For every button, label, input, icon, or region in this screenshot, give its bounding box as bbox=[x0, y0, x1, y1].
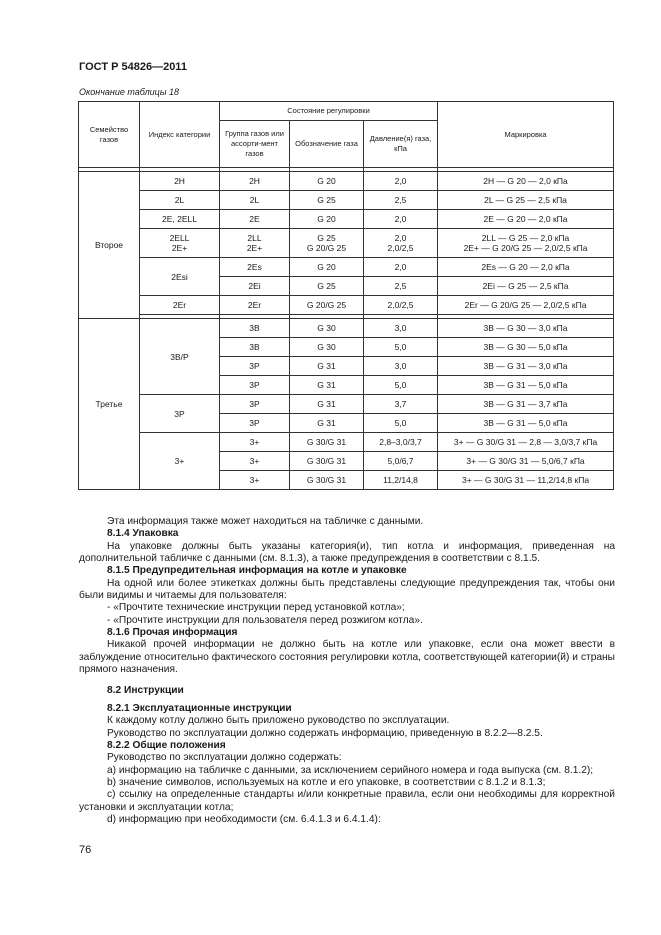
list-item: d) информацию при необходимости (см. 6.4.1.3 и 6.4.1.4): bbox=[107, 813, 381, 825]
pressure-cell: 2,0/2,5 bbox=[364, 296, 438, 315]
section-heading-8-2-2: 8.2.2 Общие положения bbox=[107, 739, 226, 751]
marking-cell: 3B — G 31 — 3,0 кПа bbox=[438, 357, 614, 376]
section-heading-8-2: 8.2 Инструкции bbox=[107, 685, 184, 697]
gas-designation-cell: G 30 bbox=[290, 338, 364, 357]
gas-group-cell: 3+ bbox=[220, 471, 290, 490]
header-marking: Маркировка bbox=[438, 102, 614, 168]
marking-cell: 2E — G 20 — 2,0 кПа bbox=[438, 210, 614, 229]
pressure-cell: 2,0 bbox=[364, 210, 438, 229]
gas-designation-cell: G 20/G 25 bbox=[290, 296, 364, 315]
paragraph-plate-info: Эта информация также может находиться на табличке с данными. bbox=[107, 516, 424, 527]
gas-group-cell: 3P bbox=[220, 395, 290, 414]
list-item: - «Прочтите технические инструкции перед установкой котла»; bbox=[107, 602, 405, 614]
category-cell: 3P bbox=[140, 395, 220, 433]
table-row bbox=[79, 433, 614, 452]
gas-designation-cell: G 25 G 20/G 25 bbox=[290, 229, 364, 258]
list-item: - «Прочтите инструкции для пользователя перед розжигом котла». bbox=[107, 614, 423, 626]
category-cell: 3B/P bbox=[140, 319, 220, 395]
category-cell: 2Er bbox=[140, 296, 220, 315]
list-item: a) информацию на табличке с данными, за исключением серийного номера и года выпуска (см. 8.1.2); bbox=[107, 764, 594, 776]
gas-designation-cell: G 30/G 31 bbox=[290, 452, 364, 471]
category-cell: 2H bbox=[140, 172, 220, 191]
family-cell: Третье bbox=[79, 319, 140, 490]
gas-group-cell: 3B bbox=[220, 319, 290, 338]
pressure-cell: 2,0 2,0/2,5 bbox=[364, 229, 438, 258]
gas-designation-cell: G 31 bbox=[290, 395, 364, 414]
pressure-cell: 3,7 bbox=[364, 395, 438, 414]
marking-cell: 2H — G 20 — 2,0 кПа bbox=[438, 172, 614, 191]
section-heading-8-2-1: 8.2.1 Эксплуатационные инструкции bbox=[107, 702, 292, 714]
gas-group-cell: 3+ bbox=[220, 433, 290, 452]
marking-cell: 3+ — G 30/G 31 — 2,8 — 3,0/3,7 кПа bbox=[438, 433, 614, 452]
table-row bbox=[79, 296, 614, 315]
table-row bbox=[79, 258, 614, 277]
gas-group-cell: 3P bbox=[220, 414, 290, 433]
category-cell: 2L bbox=[140, 191, 220, 210]
gas-group-cell: 2Er bbox=[220, 296, 290, 315]
paragraph-warnings: На одной или более этикетках должны быть представлены следующие предупреждения так, чтобы они были видимы и читаемы для пользователя: bbox=[79, 577, 615, 602]
marking-cell: 2Es — G 20 — 2,0 кПа bbox=[438, 258, 614, 277]
pressure-cell: 3,0 bbox=[364, 357, 438, 376]
gas-group-cell: 2E bbox=[220, 210, 290, 229]
table-row bbox=[79, 172, 614, 191]
gas-category-table bbox=[78, 101, 614, 490]
marking-cell: 2Er — G 20/G 25 — 2,0/2,5 кПа bbox=[438, 296, 614, 315]
category-cell: 2Esi bbox=[140, 258, 220, 296]
category-cell: 2ELL 2E+ bbox=[140, 229, 220, 258]
gas-group-cell: 3P bbox=[220, 376, 290, 395]
pressure-cell: 2,0 bbox=[364, 258, 438, 277]
table-row bbox=[79, 229, 614, 258]
paragraph-packaging: На упаковке должны быть указаны категория(и), тип котла и информация, приведенная на дополнительной табличке с данными (см. 8.1.3), а также предупреждения в соответствии с 8.1.5. bbox=[79, 540, 615, 565]
gas-designation-cell: G 30/G 31 bbox=[290, 433, 364, 452]
gas-group-cell: 3B bbox=[220, 338, 290, 357]
gas-designation-cell: G 20 bbox=[290, 210, 364, 229]
paragraph-manual-contents: Руководство по эксплуатации должно содержать информацию, приведенную в 8.2.2—8.2.5. bbox=[107, 727, 543, 739]
body-text bbox=[79, 516, 615, 826]
gas-group-cell: 3P bbox=[220, 357, 290, 376]
gas-group-cell: 2H bbox=[220, 172, 290, 191]
gas-group-cell: 2L bbox=[220, 191, 290, 210]
gas-designation-cell: G 25 bbox=[290, 191, 364, 210]
gas-designation-cell: G 31 bbox=[290, 376, 364, 395]
table-row bbox=[79, 210, 614, 229]
table-row bbox=[79, 319, 614, 338]
header-pressure: Давление(я) газа, кПа bbox=[364, 121, 438, 168]
table-caption: Окончание таблицы 18 bbox=[79, 87, 179, 97]
paragraph-manual-required: К каждому котлу должно быть приложено руководство по эксплуатации. bbox=[107, 715, 450, 727]
table-row bbox=[79, 395, 614, 414]
table-row bbox=[79, 191, 614, 210]
gas-group-cell: 2LL 2E+ bbox=[220, 229, 290, 258]
header-category-index: Индекс категории bbox=[140, 102, 220, 168]
header-regulation-state: Состояние регулировки bbox=[220, 102, 438, 121]
marking-cell: 3+ — G 30/G 31 — 11,2/14,8 кПа bbox=[438, 471, 614, 490]
category-cell: 3+ bbox=[140, 433, 220, 490]
gas-group-cell: 2Ei bbox=[220, 277, 290, 296]
page-number: 76 bbox=[79, 844, 92, 856]
paragraph-manual-must-contain: Руководство по эксплуатации должно содержать: bbox=[107, 752, 342, 764]
gas-designation-cell: G 30/G 31 bbox=[290, 471, 364, 490]
paragraph-other-info: Никакой прочей информации не должно быть на котле или упаковке, если она может ввести в заблуждение относительно фактического состояния регулировки котла, соответствующей категории(й) и страны прямого назначения. bbox=[79, 639, 615, 676]
pressure-cell: 2,0 bbox=[364, 172, 438, 191]
marking-cell: 2Ei — G 25 — 2,5 кПа bbox=[438, 277, 614, 296]
marking-cell: 3B — G 31 — 5,0 кПа bbox=[438, 376, 614, 395]
gas-designation-cell: G 31 bbox=[290, 414, 364, 433]
marking-cell: 3B — G 30 — 3,0 кПа bbox=[438, 319, 614, 338]
gas-designation-cell: G 20 bbox=[290, 258, 364, 277]
marking-cell: 3B — G 31 — 5,0 кПа bbox=[438, 414, 614, 433]
gas-designation-cell: G 20 bbox=[290, 172, 364, 191]
header-gas-group: Группа газов или ассорти-мент газов bbox=[220, 121, 290, 168]
pressure-cell: 5,0 bbox=[364, 414, 438, 433]
gas-group-cell: 2Es bbox=[220, 258, 290, 277]
marking-cell: 2LL — G 25 — 2,0 кПа 2E+ — G 20/G 25 — 2,0/2,5 кПа bbox=[438, 229, 614, 258]
pressure-cell: 3,0 bbox=[364, 319, 438, 338]
section-heading-8-1-6: 8.1.6 Прочая информация bbox=[107, 627, 238, 639]
list-item: c) ссылку на определенные стандарты и/или конкретные правила, если они необходимы для корректной установки и эксплуатации котла; bbox=[79, 789, 615, 813]
section-heading-8-1-4: 8.1.4 Упаковка bbox=[107, 528, 179, 540]
pressure-cell: 11,2/14,8 bbox=[364, 471, 438, 490]
pressure-cell: 5,0/6,7 bbox=[364, 452, 438, 471]
header-gas-designation: Обозначение газа bbox=[290, 121, 364, 168]
category-cell: 2E, 2ELL bbox=[140, 210, 220, 229]
gas-designation-cell: G 25 bbox=[290, 277, 364, 296]
pressure-cell: 5,0 bbox=[364, 338, 438, 357]
section-heading-8-1-5: 8.1.5 Предупредительная информация на котле и упаковке bbox=[107, 565, 407, 577]
document-header: ГОСТ Р 54826—2011 bbox=[79, 61, 187, 73]
marking-cell: 3+ — G 30/G 31 — 5,0/6,7 кПа bbox=[438, 452, 614, 471]
marking-cell: 2L — G 25 — 2,5 кПа bbox=[438, 191, 614, 210]
gas-designation-cell: G 30 bbox=[290, 319, 364, 338]
marking-cell: 3B — G 31 — 3,7 кПа bbox=[438, 395, 614, 414]
pressure-cell: 2,5 bbox=[364, 191, 438, 210]
gas-group-cell: 3+ bbox=[220, 452, 290, 471]
pressure-cell: 5,0 bbox=[364, 376, 438, 395]
gas-designation-cell: G 31 bbox=[290, 357, 364, 376]
pressure-cell: 2,8–3,0/3,7 bbox=[364, 433, 438, 452]
list-item: b) значение символов, используемых на котле и его упаковке, в соответствии с 8.1.2 и 8.1.3; bbox=[107, 776, 546, 788]
header-family: Семейство газов bbox=[79, 102, 140, 168]
marking-cell: 3B — G 30 — 5,0 кПа bbox=[438, 338, 614, 357]
family-cell: Второе bbox=[79, 172, 140, 319]
pressure-cell: 2,5 bbox=[364, 277, 438, 296]
